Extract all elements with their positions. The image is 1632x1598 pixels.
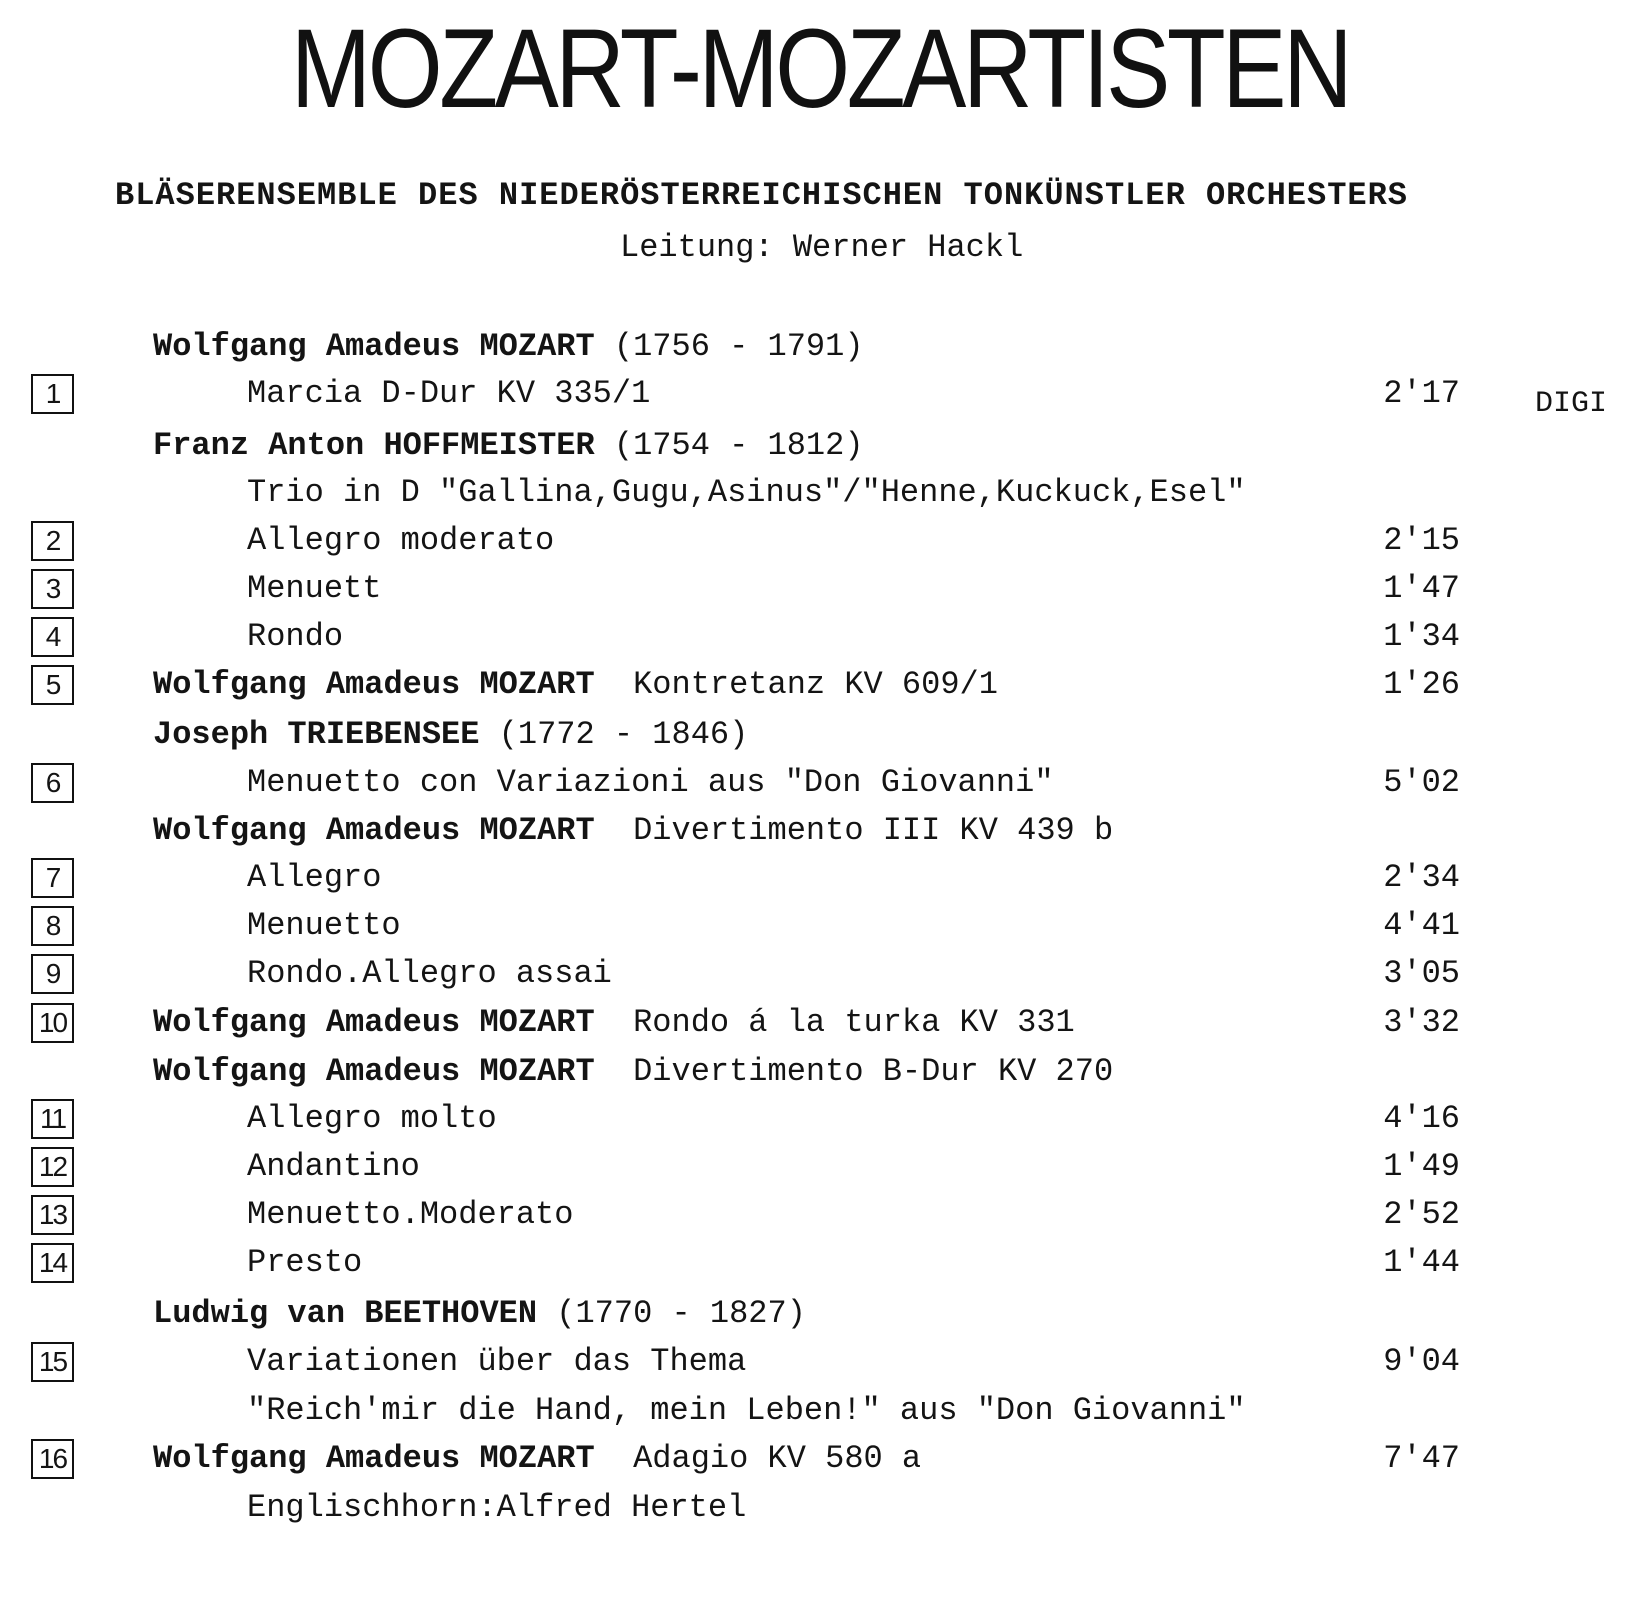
track-duration: 7'47 bbox=[1383, 1440, 1460, 1477]
work-title: Presto bbox=[247, 1244, 363, 1281]
tracklist-row bbox=[0, 761, 1632, 811]
tracklist-row bbox=[0, 1145, 1632, 1195]
work-title: Andantino bbox=[247, 1148, 420, 1185]
track-number-box: 16 bbox=[31, 1439, 74, 1479]
tracklist-row bbox=[0, 1437, 1632, 1487]
composer-line bbox=[153, 1050, 1113, 1094]
work-title: Menuetto.Moderato bbox=[247, 1196, 574, 1233]
tracklist-row bbox=[0, 856, 1632, 906]
tracklist-row bbox=[0, 567, 1632, 617]
track-duration: 1'44 bbox=[1383, 1244, 1460, 1281]
track-number-box: 2 bbox=[31, 521, 74, 561]
track-duration: 9'04 bbox=[1383, 1343, 1460, 1380]
track-duration: 3'05 bbox=[1383, 955, 1460, 992]
track-number-box: 11 bbox=[31, 1099, 74, 1139]
track-duration: 2'34 bbox=[1383, 859, 1460, 896]
track-number-box: 3 bbox=[31, 569, 74, 609]
work-title: Menuett bbox=[247, 570, 382, 607]
track-number-box: 13 bbox=[31, 1195, 74, 1235]
composer-line bbox=[153, 325, 864, 369]
track-duration: 1'26 bbox=[1383, 666, 1460, 703]
composer-detail: Adagio KV 580 a bbox=[594, 1440, 922, 1477]
work-title: Allegro bbox=[247, 859, 382, 896]
tracklist-row bbox=[0, 1389, 1632, 1439]
tracklist-row bbox=[0, 1241, 1632, 1291]
track-duration: 5'02 bbox=[1383, 764, 1460, 801]
composer-line bbox=[153, 424, 864, 468]
track-number-box: 15 bbox=[31, 1342, 74, 1382]
composer-name: Wolfgang Amadeus MOZART bbox=[153, 1440, 595, 1477]
track-number-box: 14 bbox=[31, 1243, 74, 1283]
track-number-box: 4 bbox=[31, 617, 74, 657]
composer-name: Joseph TRIEBENSEE bbox=[153, 716, 480, 753]
tracklist-row bbox=[0, 1486, 1632, 1536]
work-title: Allegro molto bbox=[247, 1100, 497, 1137]
tracklist-row bbox=[0, 1001, 1632, 1051]
track-number-box: 1 bbox=[31, 374, 74, 414]
track-duration: 4'16 bbox=[1383, 1100, 1460, 1137]
composer-name: Wolfgang Amadeus MOZART bbox=[153, 666, 595, 703]
composer-detail: (1754 - 1812) bbox=[594, 427, 864, 464]
tracklist-row bbox=[0, 713, 1632, 763]
tracklist-row bbox=[0, 471, 1632, 521]
work-title: Rondo.Allegro assai bbox=[247, 955, 612, 992]
tracklist-row bbox=[0, 1193, 1632, 1243]
track-number-box: 6 bbox=[31, 763, 74, 803]
track-number-box: 5 bbox=[31, 665, 74, 705]
composer-detail: (1756 - 1791) bbox=[594, 328, 864, 365]
composer-name: Franz Anton HOFFMEISTER bbox=[153, 427, 595, 464]
work-title: Menuetto con Variazioni aus "Don Giovanni" bbox=[247, 764, 1054, 801]
work-title: Menuetto bbox=[247, 907, 401, 944]
track-duration: 1'47 bbox=[1383, 570, 1460, 607]
composer-detail: Rondo á la turka KV 331 bbox=[594, 1004, 1075, 1041]
track-number-box: 7 bbox=[31, 858, 74, 898]
tracklist-row bbox=[0, 952, 1632, 1002]
composer-name: Wolfgang Amadeus MOZART bbox=[153, 328, 595, 365]
composer-line bbox=[153, 663, 998, 707]
composer-detail: Kontretanz KV 609/1 bbox=[594, 666, 998, 703]
track-duration: 4'41 bbox=[1383, 907, 1460, 944]
composer-detail: (1770 - 1827) bbox=[537, 1295, 806, 1332]
track-duration: 2'15 bbox=[1383, 522, 1460, 559]
tracklist-row bbox=[0, 372, 1632, 422]
side-note: DIGI bbox=[1535, 387, 1608, 421]
tracklist-row bbox=[0, 615, 1632, 665]
work-title: Englischhorn:Alfred Hertel bbox=[247, 1489, 747, 1526]
tracklist-row bbox=[0, 904, 1632, 954]
track-duration: 1'49 bbox=[1383, 1148, 1460, 1185]
tracklist-row bbox=[0, 1050, 1632, 1100]
composer-name: Wolfgang Amadeus MOZART bbox=[153, 812, 595, 849]
composer-name: Wolfgang Amadeus MOZART bbox=[153, 1004, 595, 1041]
composer-detail: Divertimento III KV 439 b bbox=[594, 812, 1114, 849]
tracklist-row bbox=[0, 663, 1632, 713]
composer-name: Wolfgang Amadeus MOZART bbox=[153, 1053, 595, 1090]
track-duration: 2'52 bbox=[1383, 1196, 1460, 1233]
track-number-box: 8 bbox=[31, 906, 74, 946]
track-number-box: 12 bbox=[31, 1147, 74, 1187]
tracklist-row bbox=[0, 1292, 1632, 1342]
track-number-box: 9 bbox=[31, 954, 74, 994]
tracklist-row bbox=[0, 1097, 1632, 1147]
track-duration: 3'32 bbox=[1383, 1004, 1460, 1041]
tracklist-row bbox=[0, 809, 1632, 859]
composer-line bbox=[153, 809, 1113, 853]
composer-line bbox=[153, 1292, 806, 1336]
tracklist-row bbox=[0, 424, 1632, 474]
track-duration: 2'17 bbox=[1383, 375, 1460, 412]
work-title: Variationen über das Thema bbox=[247, 1343, 747, 1380]
track-duration: 1'34 bbox=[1383, 618, 1460, 655]
track-number-box: 10 bbox=[31, 1003, 74, 1043]
composer-line bbox=[153, 1001, 1075, 1045]
ensemble-name: BLÄSERENSEMBLE DES NIEDERÖSTERREICHISCHEN TONKÜNSTLER ORCHESTERS bbox=[115, 177, 1408, 214]
conductor-credit: Leitung: Werner Hackl bbox=[620, 229, 1024, 266]
composer-line bbox=[153, 713, 748, 757]
album-title: MOZART-MOZARTISTEN bbox=[290, 6, 1350, 131]
composer-line bbox=[153, 1437, 921, 1481]
composer-detail: (1772 - 1846) bbox=[479, 716, 749, 753]
tracklist-row bbox=[0, 519, 1632, 569]
work-title: Rondo bbox=[247, 618, 344, 655]
work-title: Marcia D-Dur KV 335/1 bbox=[247, 375, 651, 412]
tracklist-row bbox=[0, 325, 1632, 375]
composer-detail: Divertimento B-Dur KV 270 bbox=[594, 1053, 1114, 1090]
tracklist-row bbox=[0, 1340, 1632, 1390]
work-title: "Reich'mir die Hand, mein Leben!" aus "Don Giovanni" bbox=[247, 1392, 1246, 1429]
work-title: Trio in D "Gallina,Gugu,Asinus"/"Henne,Kuckuck,Esel" bbox=[247, 474, 1246, 511]
composer-name: Ludwig van BEETHOVEN bbox=[153, 1295, 538, 1332]
work-title: Allegro moderato bbox=[247, 522, 555, 559]
